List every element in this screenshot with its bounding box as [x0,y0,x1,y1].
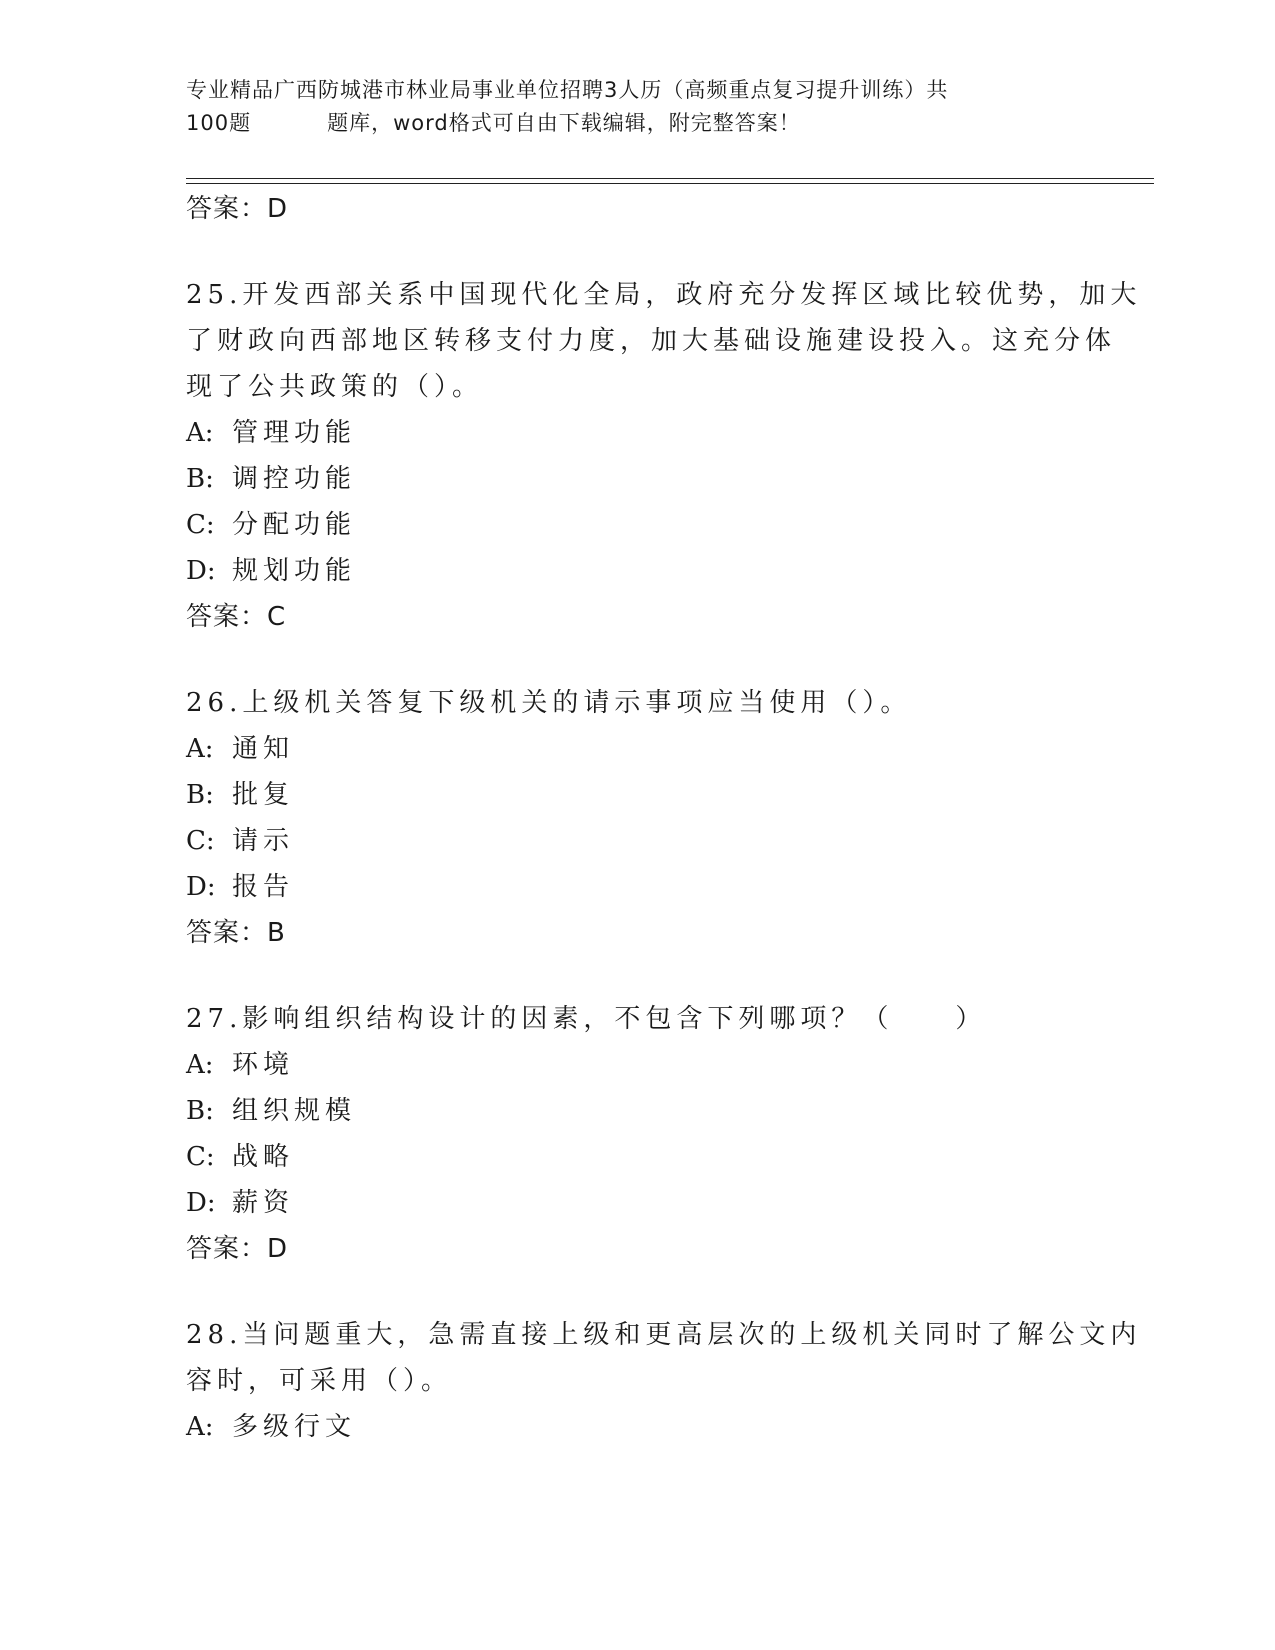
option-key: D: [186,872,216,902]
header-divider-bottom [186,183,1154,184]
option-key: C: [186,826,215,856]
question-stem [186,680,1106,726]
question-25 [186,272,1142,640]
question-26 [186,680,1106,956]
option-text: 调控功能 [232,464,357,494]
option-c [186,1134,1106,1180]
option-text: 薪资 [232,1188,295,1218]
option-text: 批复 [232,780,295,810]
header-title-line-2 [186,107,1086,140]
option-d [186,864,1106,910]
stem-line: 现了公共政策的（）。 [186,372,484,402]
option-text: 报告 [232,872,295,902]
answer: 答案：B [186,918,286,948]
option-d [186,1180,1106,1226]
option-key: A: [186,734,214,764]
option-text: 规划功能 [232,556,357,586]
option-key: D: [186,556,216,586]
stem-line: 25.开发西部关系中国现代化全局，政府充分发挥区域比较优势，加大 [186,280,1142,310]
header-divider-top [186,178,1154,179]
option-text: 环境 [232,1050,295,1080]
question-stem [186,1312,1142,1404]
stem-line: 了财政向西部地区转移支付力度，加大基础设施建设投入。这充分体 [186,326,1117,356]
option-key: A: [186,1050,214,1080]
stem-line: 容时，可采用（）。 [186,1366,453,1396]
option-d [186,548,1106,594]
option-c [186,818,1106,864]
option-text: 战略 [232,1142,295,1172]
option-text: 通知 [232,734,295,764]
question-stem [186,272,1142,410]
stem-line: 26.上级机关答复下级机关的请示事项应当使用（）。 [186,688,912,718]
answer: 答案：C [186,602,287,632]
option-text: 请示 [232,826,295,856]
option-text: 多级行文 [232,1412,357,1442]
header-title-line-1: 专业精品广西防城港市林业局事业单位招聘3人历（高频重点复习提升训练）共 [186,78,949,102]
question-stem [186,996,1106,1042]
option-c [186,502,1106,548]
option-key: D: [186,1188,216,1218]
question-28 [186,1312,1142,1450]
option-text: 组织规模 [232,1096,357,1126]
header-count: 100题 [186,111,252,135]
option-key: C: [186,510,215,540]
question-list [186,186,1142,1450]
option-b [186,772,1106,818]
option-b [186,456,1106,502]
option-a [186,1404,1106,1450]
option-key: C: [186,1142,215,1172]
option-key: A: [186,1412,214,1442]
option-text: 管理功能 [232,418,357,448]
stem-line: 27.影响组织结构设计的因素，不包含下列哪项？（ ） [186,1004,987,1034]
page-header [186,74,1086,140]
option-a [186,726,1106,772]
option-a [186,1042,1106,1088]
option-key: A: [186,418,214,448]
option-text: 分配功能 [232,510,357,540]
option-a [186,410,1106,456]
answer-previous: 答案：D [186,194,289,224]
option-key: B: [186,464,214,494]
option-b [186,1088,1106,1134]
option-key: B: [186,1096,214,1126]
header-description: 题库，word格式可自由下载编辑，附完整答案！ [327,111,801,135]
question-27 [186,996,1106,1272]
option-key: B: [186,780,214,810]
answer: 答案：D [186,1234,289,1264]
stem-line: 28.当问题重大，急需直接上级和更高层次的上级机关同时了解公文内 [186,1320,1142,1350]
